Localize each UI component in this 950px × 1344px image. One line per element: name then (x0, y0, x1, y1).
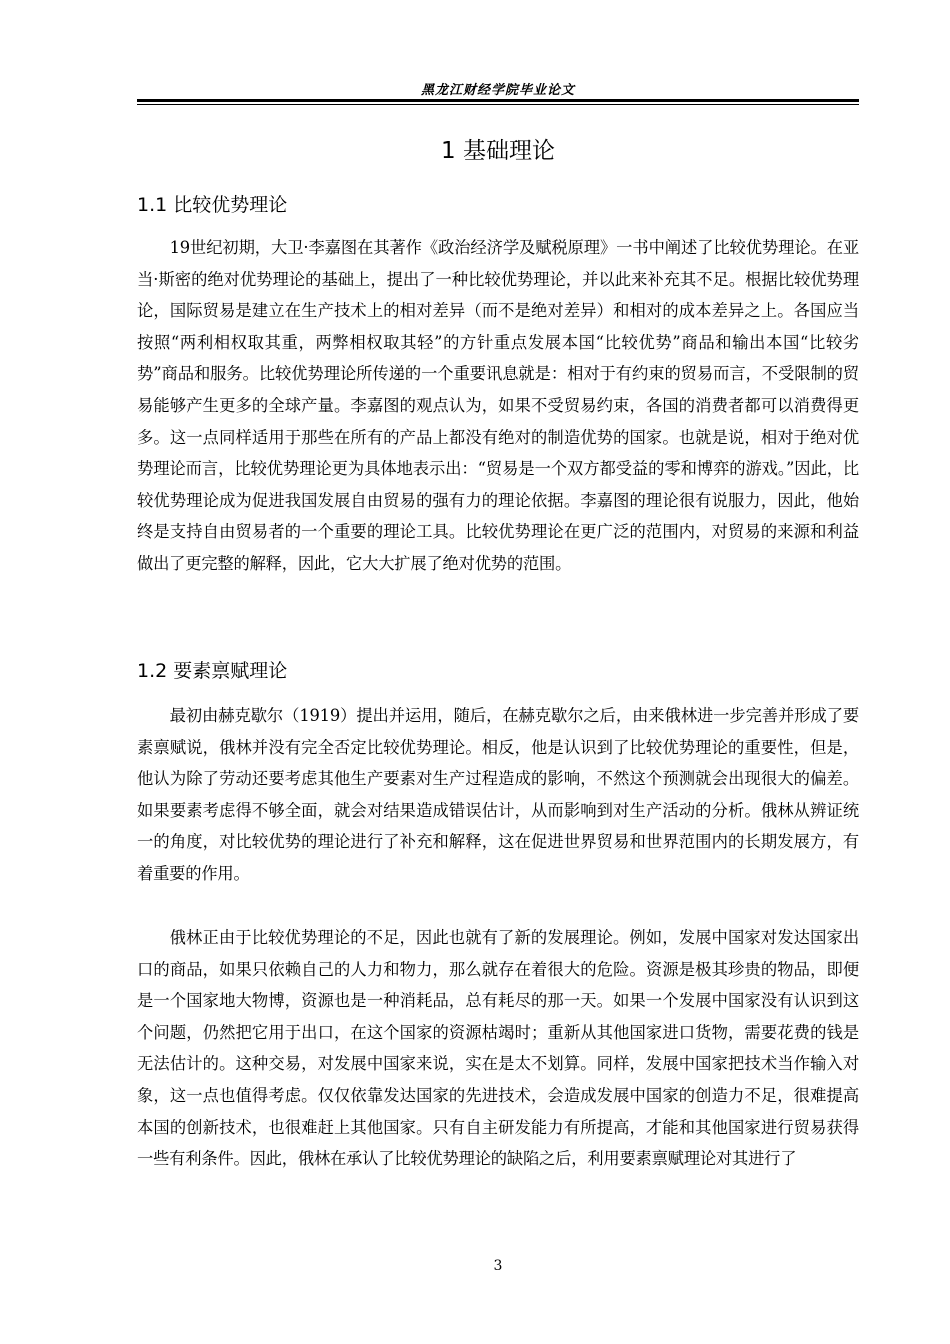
section-1-2-paragraph-2: 俄林正由于比较优势理论的不足，因此也就有了新的发展理论。例如，发展中国家对发达国家出口的商品，如果只依赖自己的人力和物力，那么就存在着很大的危险。资源是极其珍贵的物品，即便是一个国家地大物博，资源也是一种消耗品，总有耗尽的那一天。如果一个发展中国家没有认识到这个问题，仍然把它用于出口，在这个国家的资源枯竭时；重新从其他国家进口货物，需要花费的钱是无法估计的。这种交易，对发展中国家来说，实在是太不划算。同样，发展中国家把技术当作输入对象，这一点也值得考虑。仅仅依靠发达国家的先进技术，会造成发展中国家的创造力不足，很难提高本国的创新技术，也很难赶上其他国家。只有自主研发能力有所提高，才能和其他国家进行贸易获得一些有利条件。因此，俄林在承认了比较优势理论的缺陷之后，利用要素禀赋理论对其进行了 (137, 928, 859, 1169)
page-number: 3 (493, 1258, 503, 1274)
section-1-1-paragraph: 19世纪初期，大卫·李嘉图在其著作《政治经济学及赋税原理》一书中阐述了比较优势理论。在亚当·斯密的绝对优势理论的基础上，提出了一种比较优势理论，并以此来补充其不足。根据比较优势理论，国际贸易是建立在生产技术上的相对差异（而不是绝对差异）和相对的成本差异之上。各国应当按照“两利相权取其重，两弊相权取其轻”的方针重点发展本国“比较优势”商品和输出本国“比较劣势”商品和服务。比较优势理论所传递的一个重要讯息就是：相对于有约束的贸易而言，不受限制的贸易能够产生更多的全球产量。李嘉图的观点认为，如果不受贸易约束，各国的消费者都可以消费得更多。这一点同样适用于那些在所有的产品上都没有绝对的制造优势的国家。也就是说，相对于绝对优势理论而言，比较优势理论更为具体地表示出：“贸易是一个双方都受益的零和博弈的游戏。”因此，比较优势理论成为促进我国发展自由贸易的强有力的理论依据。李嘉图的理论很有说服力，因此，他始终是支持自由贸易者的一个重要的理论工具。比较优势理论在更广泛的范围内，对贸易的来源和利益做出了更完整的解释，因此，它大大扩展了绝对优势的范围。 (137, 238, 859, 573)
chapter-title: 1 基础理论 (441, 138, 555, 164)
section-heading-1-2: 1.2 要素禀赋理论 (137, 660, 288, 682)
page-header (137, 76, 859, 104)
header-rule-thin (137, 104, 859, 105)
header-rule-thick (137, 99, 859, 102)
section-1-2-paragraph-1: 最初由赫克歇尔（1919）提出并运用，随后，在赫克歇尔之后，由来俄林进一步完善并形成了要素禀赋说，俄林并没有完全否定比较优势理论。相反，他是认识到了比较优势理论的重要性，但是，他认为除了劳动还要考虑其他生产要素对生产过程造成的影响，不然这个预测就会出现很大的偏差。如果要素考虑得不够全面，就会对结果造成错误估计，从而影响到对生产活动的分析。俄林从辨证统一的角度，对比较优势的理论进行了补充和解释，这在促进世界贸易和世界范围内的长期发展方，有着重要的作用。 (137, 706, 859, 883)
header-title: 黑龙江财经学院毕业论文 (420, 83, 575, 98)
section-heading-1-1: 1.1 比较优势理论 (137, 194, 288, 216)
